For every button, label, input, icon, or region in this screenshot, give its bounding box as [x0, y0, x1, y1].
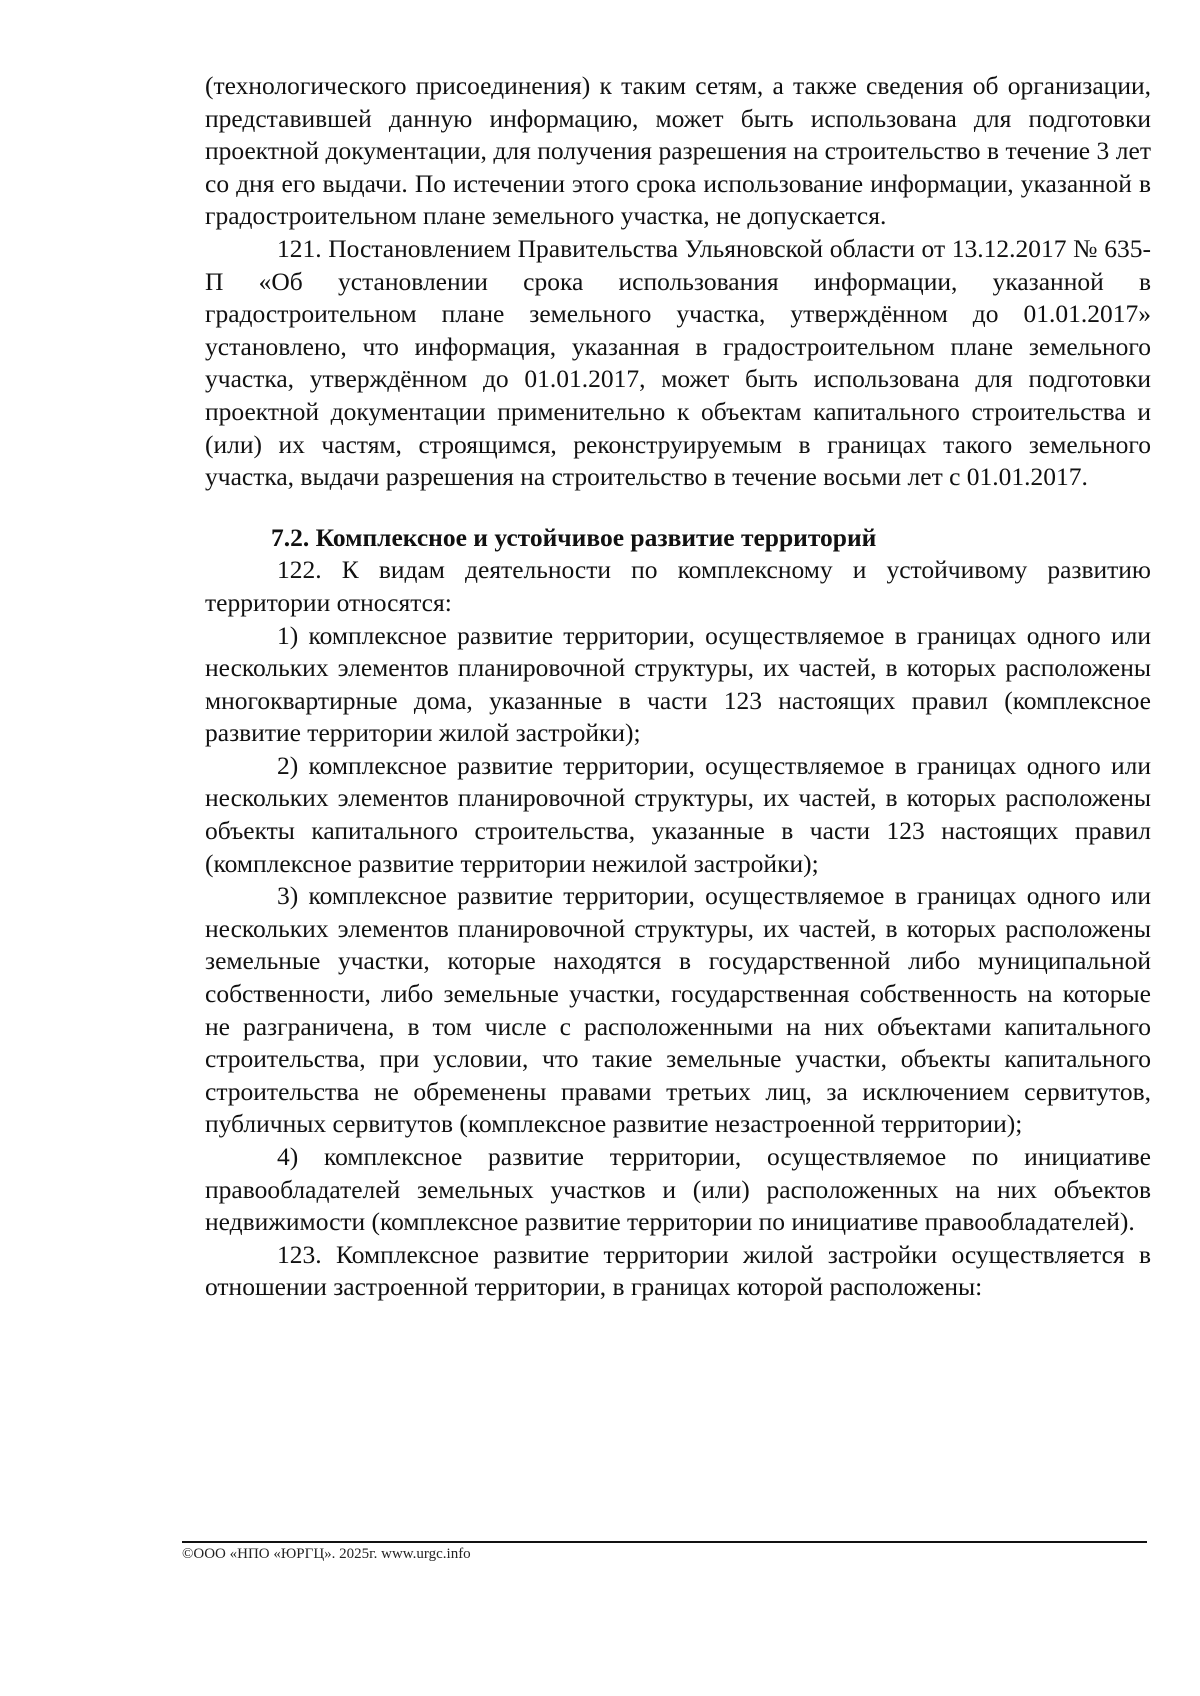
section-heading: 7.2. Комплексное и устойчивое развитие территорий: [271, 522, 877, 552]
paragraph-122-item-4: 4) комплексное развитие территории, осуществляемое по инициативе правообладателей земельных участков и (или) расположенных на них объектов недвижимости (комплексное развитие территории по инициативе правообладателей).: [205, 1142, 1151, 1237]
document-page: [205, 70, 1151, 1304]
paragraph-122-item-3: 3) комплексное развитие территории, осуществляемое в границах одного или нескольких элементов планировочной структуры, их частей, в которых расположены земельные участки, которые находятся в государственной либо муниципальной собственности, либо земельные участки, государственная собственность на которые не разграничена, в том числе с расположенными на них объектами капитального строительства, при условии, что такие земельные участки, объекты капитального строительства не обременены правами третьих лиц, за исключением сервитутов, публичных сервитутов (комплексное развитие незастроенной территории);: [205, 881, 1151, 1139]
paragraph-122: 122. К видам деятельности по комплексному и устойчивому развитию территории относятся:: [205, 555, 1151, 617]
paragraph-121: 121. Постановлением Правительства Ульяновской области от 13.12.2017 № 635-П «Об установлении срока использования информации, указанной в градостроительном плане земельного участка, утверждённом до 01.01.2017» установлено, что информация, указанная в градостроительном плане земельного участка, утверждённом до 01.01.2017, может быть использована для подготовки проектной документации применительно к объектам капитального строительства и (или) их частям, строящимся, реконструируемым в границах такого земельного участка, выдачи разрешения на строительство в течение восьми лет с 01.01.2017.: [205, 233, 1151, 492]
paragraph-122-item-1: 1) комплексное развитие территории, осуществляемое в границах одного или нескольких элементов планировочной структуры, их частей, в которых расположены многоквартирные дома, указанные в части 123 настоящих правил (комплексное развитие территории жилой застройки);: [205, 620, 1151, 748]
paragraph-continuation: (технологического присоединения) к таким сетям, а также сведения об организации, представившей данную информацию, может быть использована для подготовки проектной документации, для получения разрешения на строительство в течение 3 лет со дня его выдачи. По истечении этого срока использование информации, указанной в градостроительном плане земельного участка, не допускается.: [205, 71, 1151, 231]
footer-divider: [182, 1541, 1147, 1543]
paragraph-123: 123. Комплексное развитие территории жилой застройки осуществляется в отношении застроенной территории, в границах которой расположены:: [205, 1239, 1151, 1302]
footer-copyright: ©ООО «НПО «ЮРГЦ». 2025г. www.urgc.info: [182, 1546, 471, 1562]
paragraph-122-item-2: 2) комплексное развитие территории, осуществляемое в границах одного или нескольких элементов планировочной структуры, их частей, в которых расположены объекты капитального строительства, указанные в части 123 настоящих правил (комплексное развитие территории нежилой застройки);: [205, 750, 1151, 878]
